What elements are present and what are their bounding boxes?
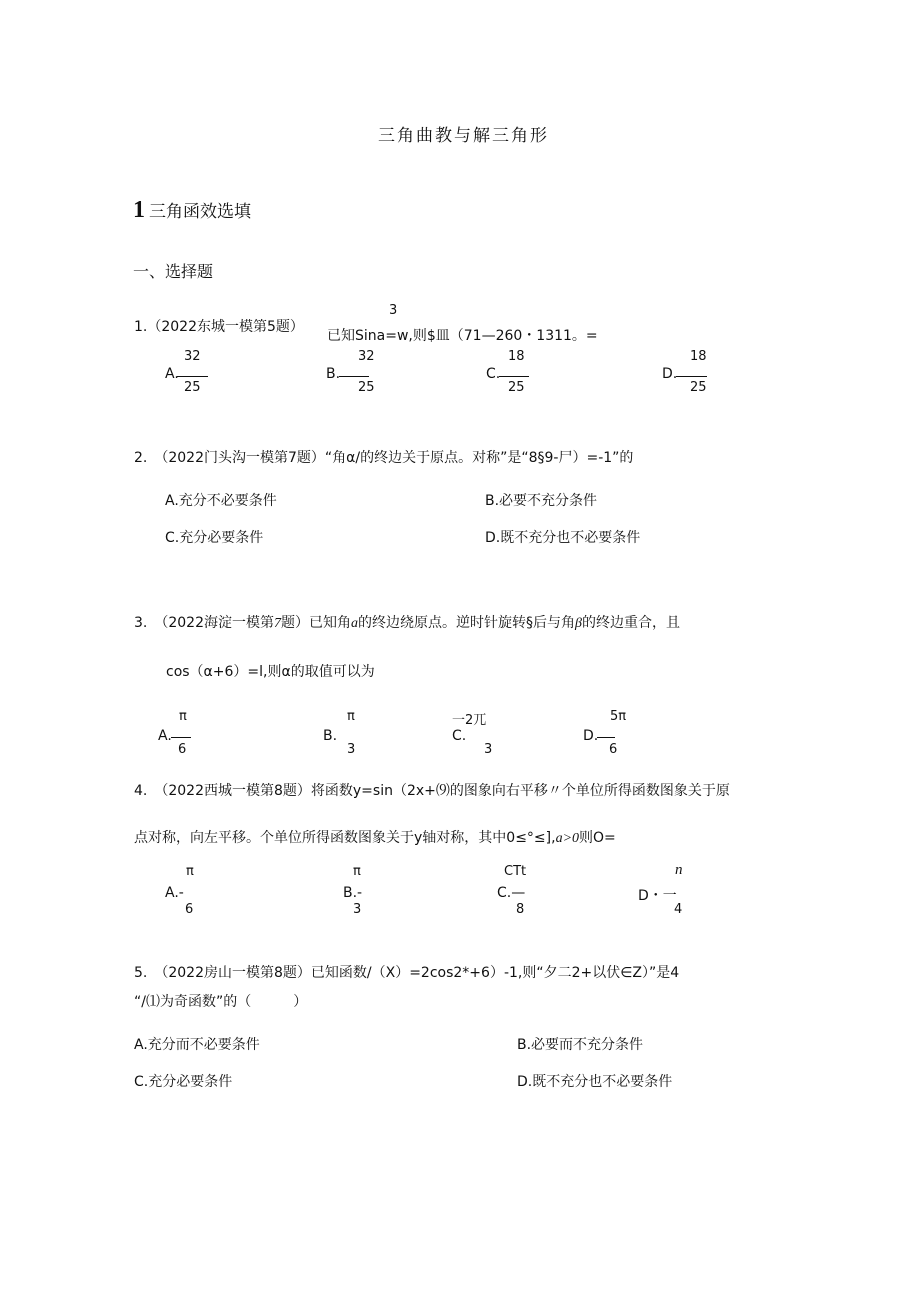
q5-option-d: D.既不充分也不必要条件 (517, 1074, 673, 1090)
option-num: π (353, 864, 361, 879)
q4-line1: 4. （2022西城一模第8题）将函数y=sin（2x+⑼的图象向右平移〃个单位所得函数图象关于原 (134, 783, 730, 799)
option-num: 32 (184, 349, 201, 364)
fraction-bar (597, 737, 615, 738)
option-letter: B. (323, 728, 338, 744)
q1-text: 已知Sina=w,则$皿（71—260・1311。= (327, 328, 598, 344)
fraction-bar (499, 376, 529, 377)
q4-line2-italic: a>0 (555, 831, 580, 846)
option-den: 3 (353, 902, 362, 917)
section-title: 三角函效选填 (149, 202, 251, 222)
q2-option-c: C.充分必要条件 (165, 530, 264, 546)
option-num: CTt (504, 864, 527, 879)
option-den: 25 (690, 380, 707, 395)
q4-line2-b: 则O= (579, 830, 616, 846)
option-den: 8 (516, 902, 525, 917)
option-letter: B. (326, 366, 341, 382)
option-den: 25 (184, 380, 201, 395)
option-den: 4 (674, 902, 683, 917)
option-num: n (675, 862, 683, 878)
q5-line1: 5. （2022房山一模第8题）已知函数/（X）=2cos2*+6）-1,则“夕二2+以伏∈Z）”是4 (134, 965, 680, 981)
q3-line1-a: 3. （2022海淀一模第 (134, 615, 274, 631)
page-title: 三角曲教与解三角形 (378, 126, 549, 146)
q3-line1-num: 7 (274, 616, 281, 631)
q3-beta: β (575, 616, 582, 631)
q3-alpha: a (351, 616, 358, 631)
option-letter: C. (452, 728, 467, 744)
option-den: 6 (609, 742, 618, 757)
option-letter: D. (662, 366, 678, 382)
q5-line2: “/⑴为奇函数”的（ ） (134, 994, 308, 1010)
q1-prefix: 1.（2022东城一模第5题） (134, 319, 304, 335)
option-num: 一2兀 (452, 713, 487, 728)
option-den: 6 (185, 902, 194, 917)
q2-text: 2. （2022门头沟一模第7题）“角α/的终边关于原点。对称”是“8§9-尸）=-1”的 (134, 450, 634, 466)
q5-option-b: B.必要而不充分条件 (517, 1037, 644, 1053)
option-den: 3 (484, 742, 493, 757)
fraction-bar (676, 376, 707, 377)
option-letter: A. (158, 728, 172, 744)
fraction-bar (339, 376, 369, 377)
q5-option-a: A.充分而不必要条件 (134, 1037, 260, 1053)
option-num: 32 (358, 349, 375, 364)
q2-option-a: A.充分不必要条件 (165, 493, 277, 509)
q1-frac-num: 3 (389, 303, 398, 318)
q5-option-c: C.充分必要条件 (134, 1074, 233, 1090)
option-letter: A.- (165, 885, 184, 901)
subsection-heading: 一、选择题 (133, 262, 214, 281)
option-den: 3 (347, 742, 356, 757)
option-num: 18 (690, 349, 707, 364)
option-num: 18 (508, 349, 525, 364)
q4-line2-a: 点对称，向左平移。个单位所得函数图象关于y轴对称，其中0≤°≤], (134, 830, 556, 846)
fraction-bar (171, 737, 191, 738)
option-letter: A. (165, 366, 179, 382)
q3-line1-b: 题）已知角 (281, 615, 351, 631)
q3-line1 (134, 612, 680, 632)
q4-line2 (134, 827, 616, 847)
option-den: 6 (178, 742, 187, 757)
fraction-bar (177, 376, 208, 377)
option-num: 5π (610, 709, 627, 724)
option-den: 25 (358, 380, 375, 395)
option-num: π (347, 709, 355, 724)
option-letter: C.— (497, 885, 526, 901)
q3-line1-c: 的终边绕原点。逆时针旋转§后与角 (358, 615, 575, 631)
option-num: π (186, 864, 194, 879)
q2-option-b: B.必要不充分条件 (485, 493, 598, 509)
option-letter: D. (583, 728, 599, 744)
section-number: 1 (133, 197, 145, 223)
q2-option-d: D.既不充分也不必要条件 (485, 530, 641, 546)
q3-line2: cos（α+6）=l,则α的取值可以为 (166, 664, 375, 680)
option-letter: B.- (343, 885, 363, 901)
option-letter: D・一 (638, 888, 677, 904)
option-den: 25 (508, 380, 525, 395)
option-num: π (179, 709, 187, 724)
q3-line1-d: 的终边重合，且 (581, 615, 680, 631)
section-heading (133, 197, 251, 224)
option-letter: C. (486, 366, 501, 382)
